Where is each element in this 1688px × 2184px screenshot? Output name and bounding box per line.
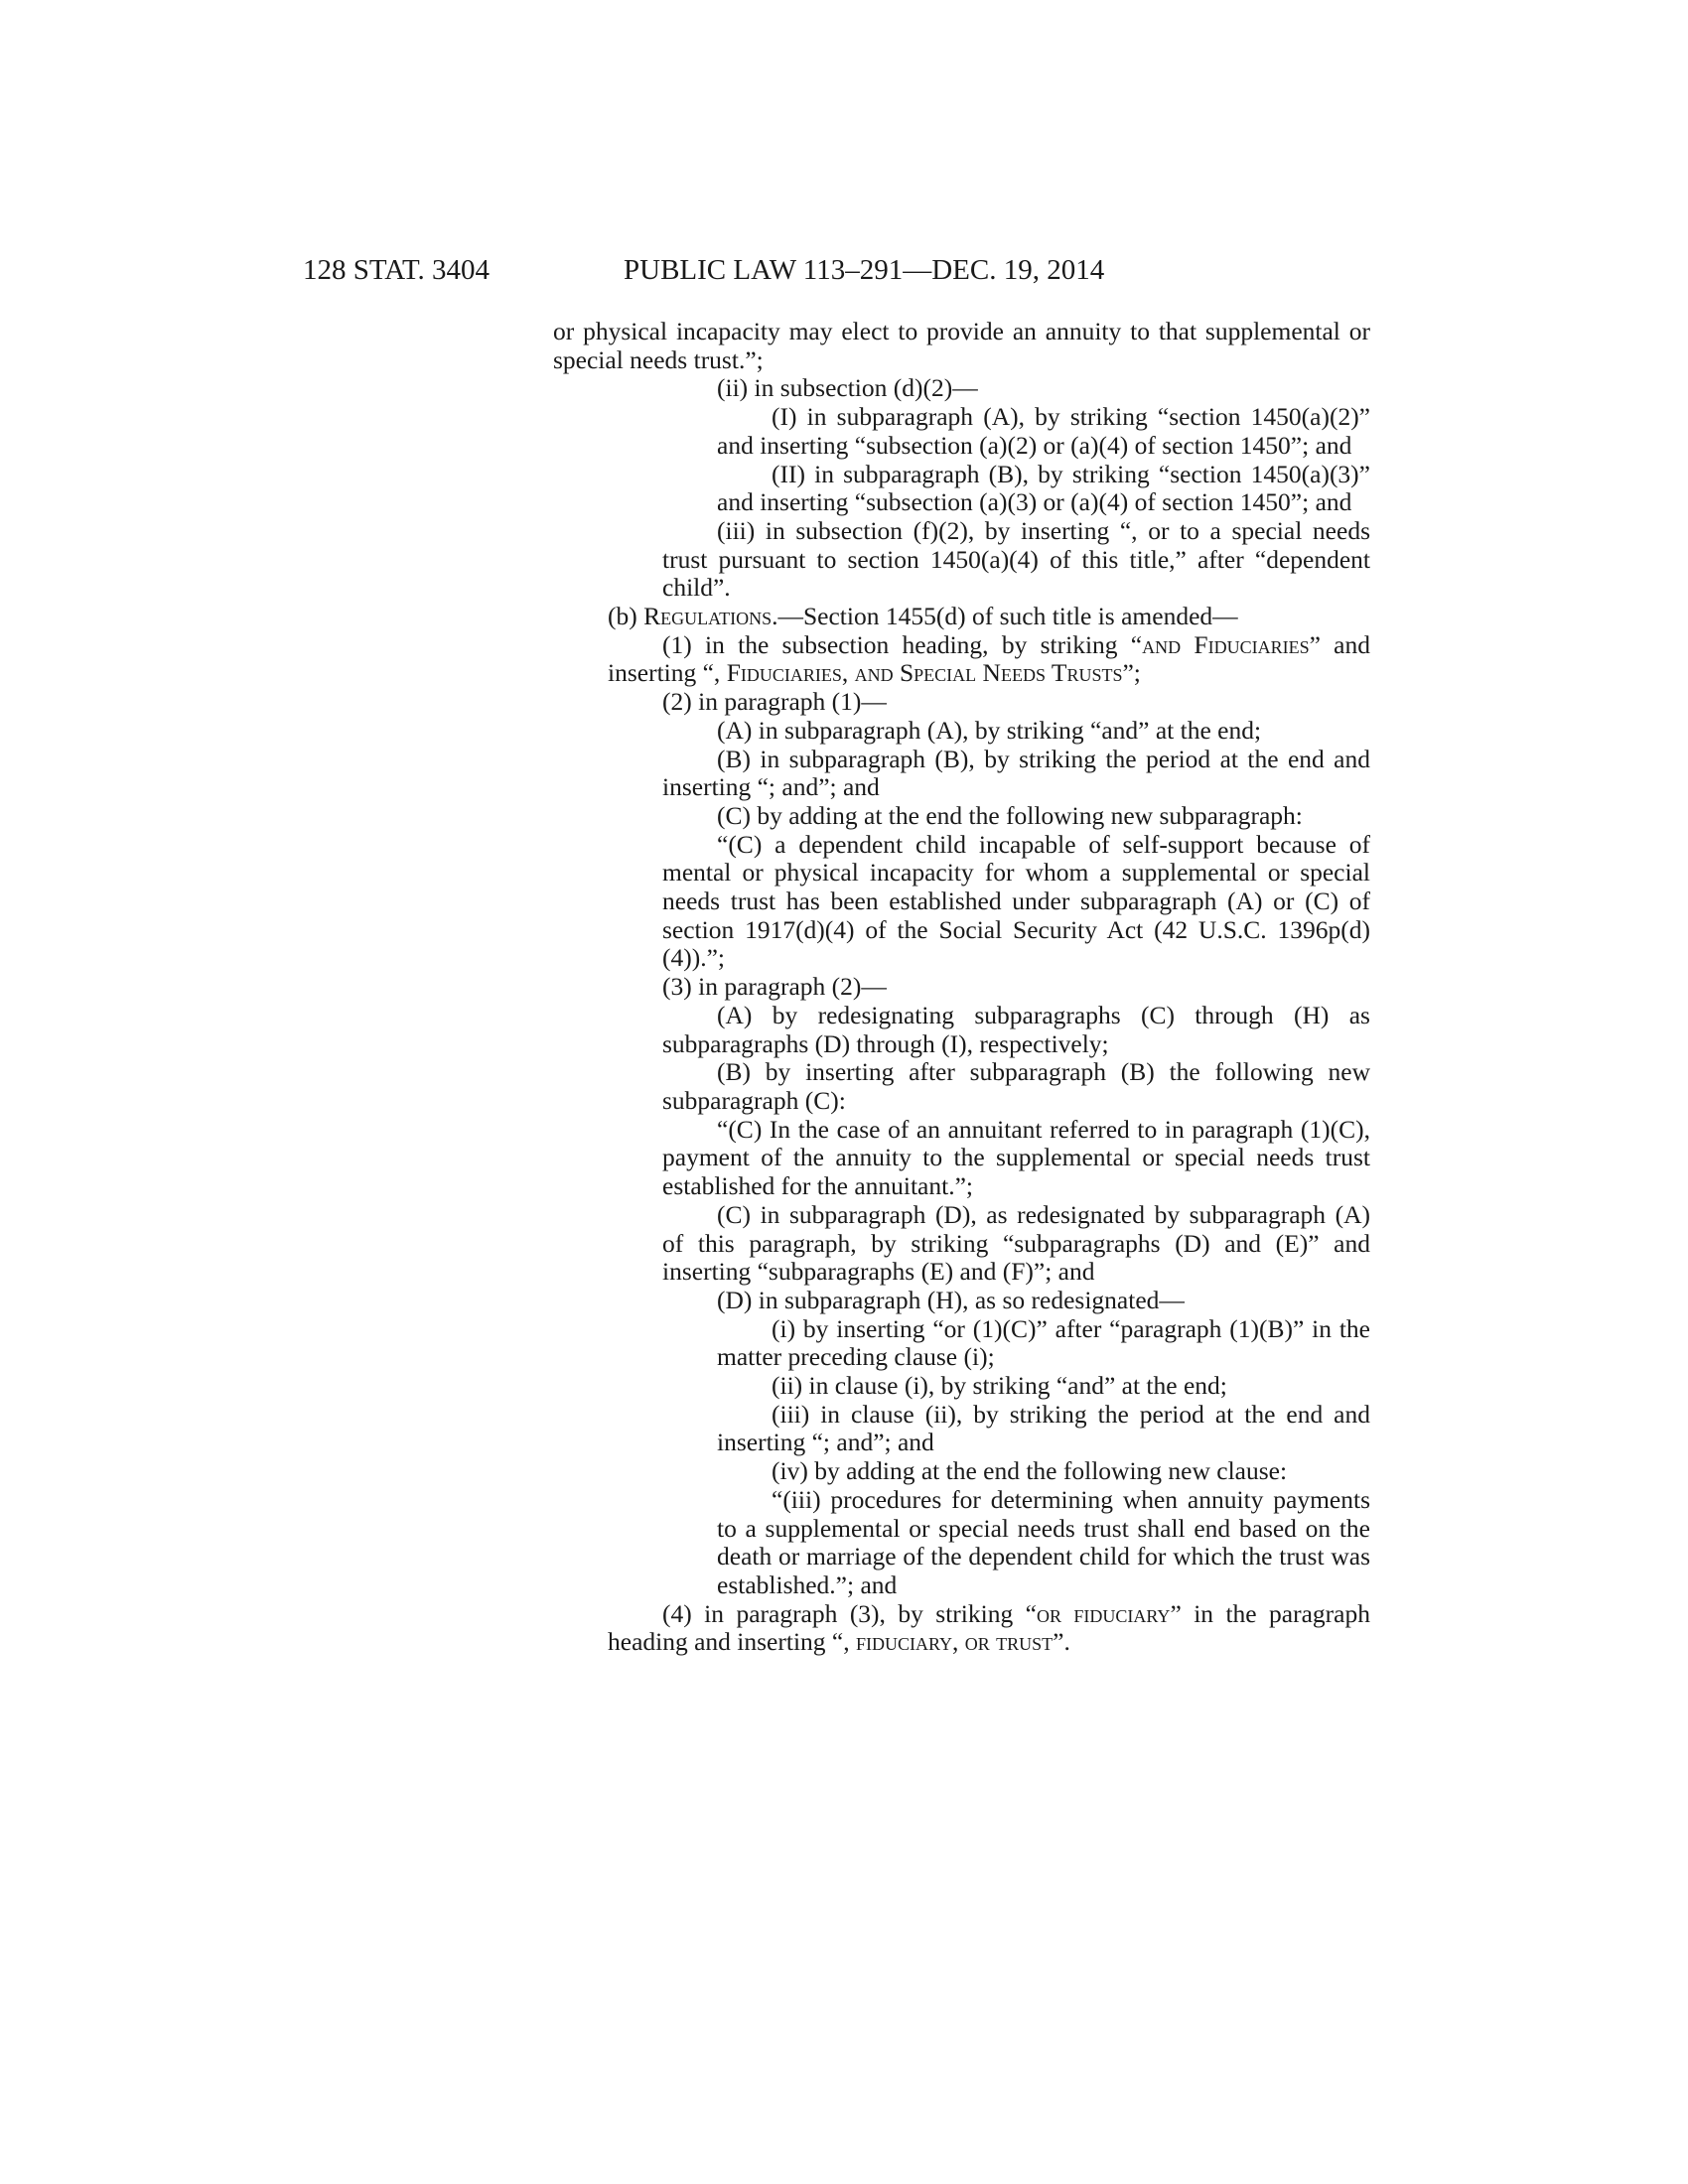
paragraph [553,631,1370,688]
paragraph [553,1600,1370,1657]
paragraph: (ii) in clause (i), by striking “and” at the end; [772,1371,1227,1401]
paragraph-text: ” and inserting “, [608,629,1370,688]
document-body [553,318,1370,1657]
paragraph: (3) in paragraph (2)— [662,972,887,1002]
paragraph: (C) by adding at the end the following new subparagraph: [717,800,1303,830]
section-heading: Regulations [643,602,773,631]
paragraph: (ii) in subsection (d)(2)— [717,373,978,403]
paragraph-prefix: (b) [608,602,644,631]
paragraph: “(iii) procedures for determining when annuity payments to a supplemental or special needs trust shall end based on the death or marriage of the dependent child for which the trust was established.”; and [717,1484,1370,1599]
paragraph-prefix: (4) in paragraph (3), by striking “ [662,1598,1037,1628]
paragraph: (D) in subparagraph (H), as so redesignated— [717,1285,1185,1314]
inserted-heading: Fiduciaries, and Special Needs Trusts [726,658,1123,688]
paragraph-suffix: ”; [1122,658,1141,688]
struck-heading: and Fiduciaries [1142,629,1310,659]
paragraph [553,603,1370,631]
law-title: PUBLIC LAW 113–291—DEC. 19, 2014 [624,254,1105,286]
paragraph: (iv) by adding at the end the following new clause: [772,1456,1288,1486]
paragraph-text: .—Section 1455(d) of such title is amended— [772,602,1238,631]
paragraph: (2) in paragraph (1)— [662,687,887,717]
paragraph: (i) by inserting “or (1)(C)” after “paragraph (1)(B)” in the matter preceding clause (i); [717,1313,1370,1372]
paragraph: “(C) a dependent child incapable of self-support because of mental or physical incapacity for whom a supplemental or special needs trust has been established under subparagraph (A) or (C) of section 1917(d)(4) of the Social Security Act (42 U.S.C. 1396p(d)(4)).”; [662,829,1370,973]
paragraph-prefix: (1) in the subsection heading, by striking “ [662,629,1143,659]
paragraph: or physical incapacity may elect to provide an annuity to that supplemental or special needs trust.”; [553,317,1370,374]
paragraph: (A) by redesignating subparagraphs (C) through (H) as subparagraphs (D) through (I), respectively; [662,1000,1370,1058]
paragraph-suffix: ”. [1053,1627,1070,1657]
paragraph: “(C) In the case of an annuitant referred to in paragraph (1)(C), payment of the annuity to the supplemental or special needs trust established for the annuitant.”; [662,1114,1370,1201]
paragraph: (A) in subparagraph (A), by striking “and” at the end; [717,715,1262,745]
paragraph: (II) in subparagraph (B), by striking “section 1450(a)(3)” and inserting “subsection (a)(3) or (a)(4) of section 1450”; and [717,459,1370,517]
paragraph: (I) in subparagraph (A), by striking “section 1450(a)(2)” and inserting “subsection (a)(2) or (a)(4) of section 1450”; and [717,402,1370,460]
paragraph: (iii) in clause (ii), by striking the period at the end and inserting “; and”; and [717,1399,1370,1457]
paragraph: (B) in subparagraph (B), by striking the period at the end and inserting “; and”; and [662,744,1370,802]
struck-heading: or fiduciary [1036,1598,1171,1628]
inserted-heading: fiduciary, or trust [855,1627,1054,1657]
statute-page-number: 128 STAT. 3404 [303,254,491,286]
page-header [303,250,1216,290]
paragraph: (iii) in subsection (f)(2), by inserting “, or to a special needs trust pursuant to section 1450(a)(4) of this title,” after “dependent child”. [662,515,1370,603]
paragraph-text: ” in the paragraph heading and inserting “, [608,1598,1370,1657]
paragraph: (B) by inserting after subparagraph (B) the following new subparagraph (C): [662,1057,1370,1115]
paragraph: (C) in subparagraph (D), as redesignated by subparagraph (A) of this paragraph, by striking “subparagraphs (D) and (E)” and inserting “subparagraphs (E) and (F)”; and [662,1199,1370,1287]
